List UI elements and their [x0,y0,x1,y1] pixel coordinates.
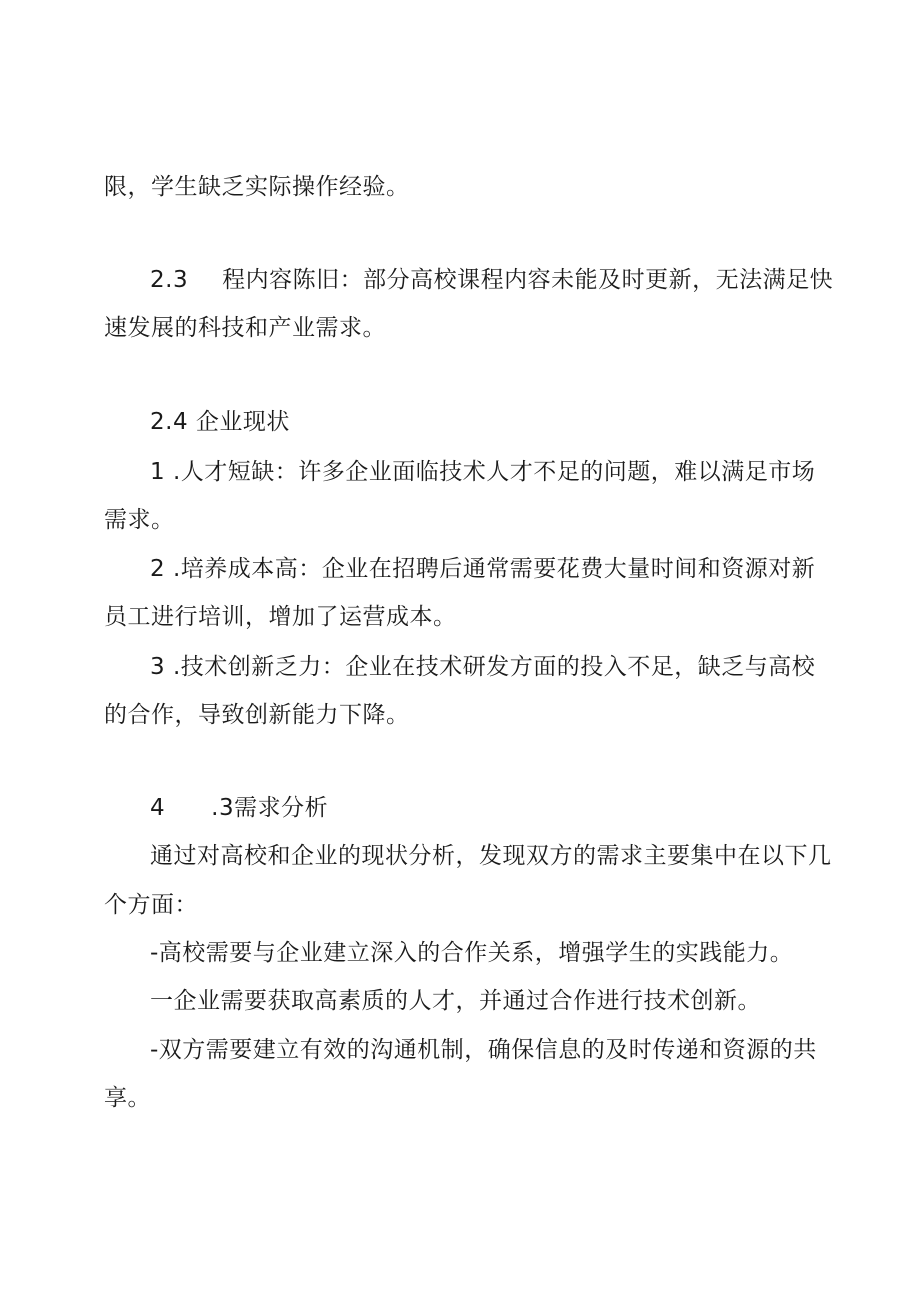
paragraph-line [150,266,833,294]
paragraph-line: 速发展的科技和产业需求。 [104,315,386,341]
paragraph-line: 通过对高校和企业的现状分析，发现双方的需求主要集中在以下几 [150,843,832,869]
section-number: 4 [150,795,166,821]
list-item-line: 员工进行培训，增加了运营成本。 [104,604,457,630]
section-number: 2.3 [150,267,189,293]
bullet-line: -双方需要建立有效的沟通机制，确保信息的及时传递和资源的共 [150,1037,817,1063]
list-item-line: 1 .人才短缺：许多企业面临技术人才不足的问题，难以满足市场 [150,459,816,485]
list-item-line: 2 .培养成本高：企业在招聘后通常需要花费大量时间和资源对新 [150,556,816,582]
paragraph-line: 个方面： [104,892,198,918]
bullet-line: 一企业需要获取高素质的人才，并通过合作进行技术创新。 [150,988,761,1014]
paragraph-text: 程内容陈旧：部分高校课程内容未能及时更新，无法满足快 [222,267,834,293]
section-title: .3需求分析 [211,795,329,821]
section-heading [150,794,328,822]
list-item-line: 需求。 [104,507,175,533]
section-heading: 2.4 企业现状 [150,409,290,435]
paragraph-line: 限，学生缺乏实际操作经验。 [104,174,410,200]
list-item-line: 的合作，导致创新能力下降。 [104,702,410,728]
list-item-line: 3 .技术创新乏力：企业在技术研发方面的投入不足，缺乏与高校 [150,654,816,680]
bullet-line: 享。 [104,1085,151,1111]
bullet-line: -高校需要与企业建立深入的合作关系，增强学生的实践能力。 [150,940,794,966]
